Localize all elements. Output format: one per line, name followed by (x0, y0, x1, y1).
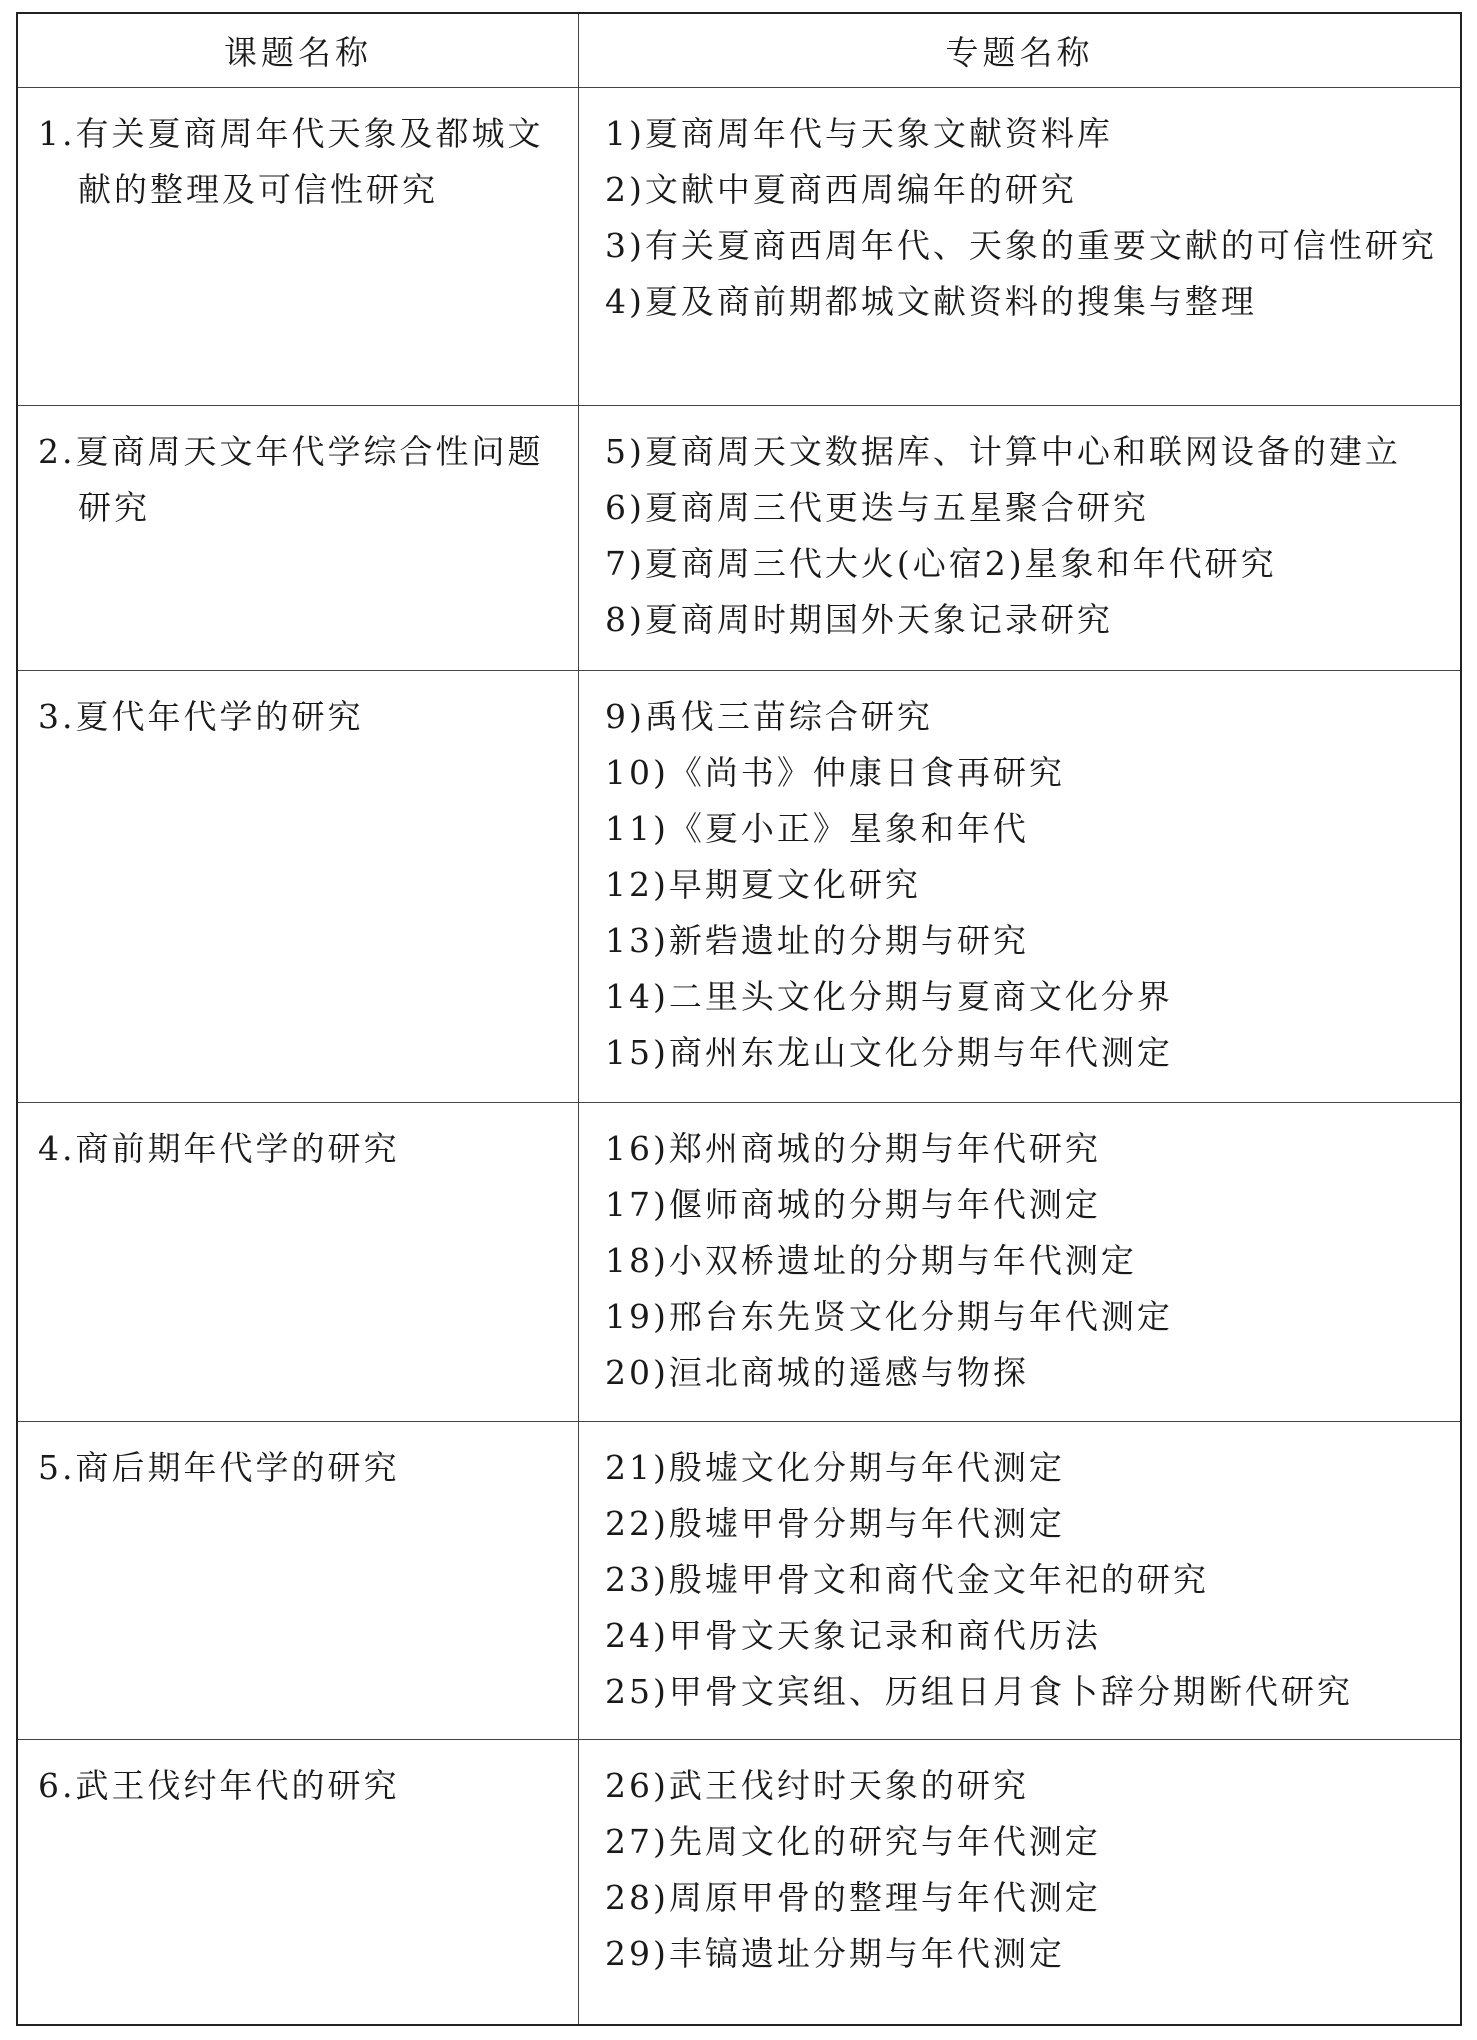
subject-item: 28)周原甲骨的整理与年代测定 (605, 1878, 1101, 1917)
subject-item: 6)夏商周三代更迭与五星聚合研究 (605, 488, 1149, 527)
topic-cell-4 (18, 1103, 579, 1422)
subject-item: 27)先周文化的研究与年代测定 (605, 1822, 1101, 1861)
subject-item: 22)殷墟甲骨分期与年代测定 (605, 1504, 1065, 1543)
topic-title: 1.有关夏商周年代天象及都城文献的整理及可信性研究 (38, 114, 544, 209)
topic-cell-5 (18, 1422, 579, 1740)
topic-title: 2.夏商周天文年代学综合性问题研究 (38, 432, 544, 527)
subject-list-6 (579, 1740, 1460, 2024)
topic-title: 4.商前期年代学的研究 (38, 1129, 400, 1168)
subject-item: 4)夏及商前期都城文献资料的搜集与整理 (605, 282, 1257, 321)
subject-item: 7)夏商周三代大火(心宿2)星象和年代研究 (605, 544, 1277, 583)
subject-item: 24)甲骨文天象记录和商代历法 (605, 1616, 1101, 1655)
subject-item: 23)殷墟甲骨文和商代金文年祀的研究 (605, 1560, 1209, 1599)
subject-item: 13)新砦遗址的分期与研究 (605, 921, 1029, 960)
topic-title: 6.武王伐纣年代的研究 (38, 1766, 400, 1805)
subject-item: 9)禹伐三苗综合研究 (605, 697, 933, 736)
subject-item: 25)甲骨文宾组、历组日月食卜辞分期断代研究 (605, 1672, 1353, 1711)
topic-cell-1 (18, 88, 579, 406)
topic-title: 5.商后期年代学的研究 (38, 1448, 400, 1487)
subject-item: 1)夏商周年代与天象文献资料库 (605, 114, 1113, 153)
subject-item: 15)商州东龙山文化分期与年代测定 (605, 1033, 1173, 1072)
subject-list-4 (579, 1103, 1460, 1422)
topic-cell-2 (18, 406, 579, 671)
subject-item: 8)夏商周时期国外天象记录研究 (605, 600, 1113, 639)
header-subject-name: 专题名称 (579, 14, 1460, 88)
subject-item: 26)武王伐纣时天象的研究 (605, 1766, 1029, 1805)
header-topic-name: 课题名称 (18, 14, 579, 88)
subject-list-5 (579, 1422, 1460, 1740)
subject-list-2 (579, 406, 1460, 671)
subject-item: 18)小双桥遗址的分期与年代测定 (605, 1241, 1137, 1280)
subject-item: 10)《尚书》仲康日食再研究 (605, 753, 1065, 792)
subject-item: 17)偃师商城的分期与年代测定 (605, 1185, 1101, 1224)
subject-item: 19)邢台东先贤文化分期与年代测定 (605, 1297, 1173, 1336)
subject-item: 16)郑州商城的分期与年代研究 (605, 1129, 1101, 1168)
subject-item: 11)《夏小正》星象和年代 (605, 809, 1029, 848)
subject-item: 14)二里头文化分期与夏商文化分界 (605, 977, 1173, 1016)
research-table (16, 12, 1462, 2026)
subject-item: 29)丰镐遗址分期与年代测定 (605, 1934, 1065, 1973)
subject-item: 5)夏商周天文数据库、计算中心和联网设备的建立 (605, 432, 1401, 471)
subject-item: 12)早期夏文化研究 (605, 865, 921, 904)
topic-cell-6 (18, 1740, 579, 2024)
subject-item: 21)殷墟文化分期与年代测定 (605, 1448, 1065, 1487)
subject-list-3 (579, 671, 1460, 1103)
subject-item: 3)有关夏商西周年代、天象的重要文献的可信性研究 (605, 226, 1437, 265)
subject-item: 20)洹北商城的遥感与物探 (605, 1353, 1029, 1392)
subject-item: 2)文献中夏商西周编年的研究 (605, 170, 1077, 209)
topic-cell-3 (18, 671, 579, 1103)
subject-list-1 (579, 88, 1460, 406)
topic-title: 3.夏代年代学的研究 (38, 697, 364, 736)
